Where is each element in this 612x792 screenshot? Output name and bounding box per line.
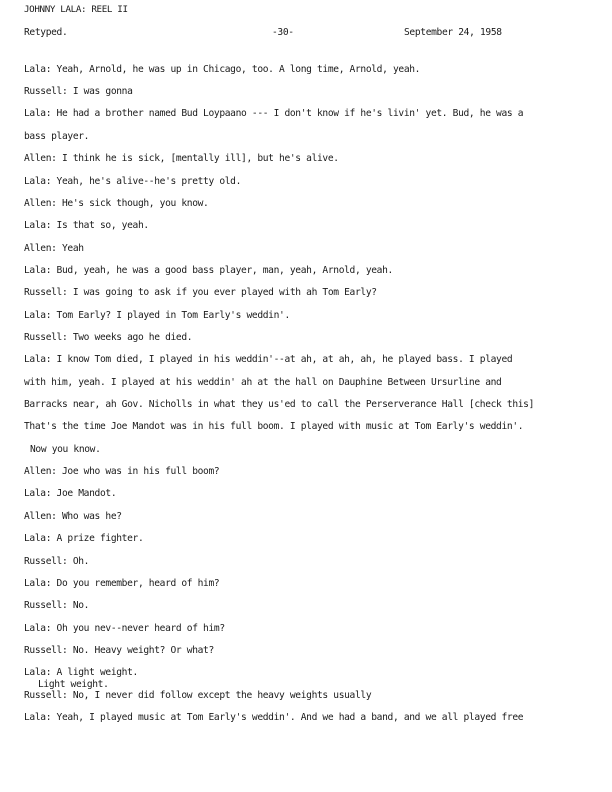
transcript-line: with him, yeah. I played at his weddin' ah at the hall on Dauphine Between Ursurline and (24, 377, 502, 388)
transcript-line: Lala: I know Tom died, I played in his weddin'--at ah, at ah, ah, he played bass. I played (24, 354, 513, 365)
transcript-line: Allen: He's sick though, you know. (24, 198, 209, 209)
transcript-line: Lala: Yeah, Arnold, he was up in Chicago, too. A long time, Arnold, yeah. (24, 64, 421, 75)
transcript-line: Allen: Joe who was in his full boom? (24, 466, 220, 477)
transcript-line: Russell: Two weeks ago he died. (24, 332, 193, 343)
interview-date: September 24, 1958 (404, 27, 502, 38)
transcript-line: Lala: A light weight. (24, 667, 138, 678)
transcript-line: Allen: I think he is sick, [mentally ill], but he's alive. (24, 153, 339, 164)
transcript-line: Russell: I was gonna (24, 86, 133, 97)
transcript-line: Russell: I was going to ask if you ever played with ah Tom Early? (24, 287, 377, 298)
transcript-line: bass player. (24, 131, 90, 142)
transcript-line: Lala: Tom Early? I played in Tom Early's weddin'. (24, 310, 290, 321)
retyped-note: Retyped. (24, 27, 68, 38)
transcript-line: Russell: Oh. (24, 556, 90, 567)
transcript-line: Lala: Bud, yeah, he was a good bass player, man, yeah, Arnold, yeah. (24, 265, 393, 276)
transcript-line: Lala: A prize fighter. (24, 533, 144, 544)
transcript-line: Allen: Yeah (24, 243, 84, 254)
transcript-line: Lala: Oh you nev--never heard of him? (24, 623, 225, 634)
transcript-line: Lala: He had a brother named Bud Loypaano --- I don't know if he's livin' yet. Bud, he was a (24, 108, 524, 119)
transcript-line: Lala: Yeah, he's alive--he's pretty old. (24, 176, 242, 187)
transcript-title: JOHNNY LALA: REEL II (24, 4, 128, 15)
transcript-line: Barracks near, ah Gov. Nicholls in what they us'ed to call the Perserverance Hall [check this] (24, 399, 535, 410)
transcript-line: Light weight. (38, 679, 109, 690)
transcript-line: Now you know. (30, 444, 101, 455)
transcript-line: That's the time Joe Mandot was in his full boom. I played with music at Tom Early's weddin'. (24, 421, 524, 432)
transcript-line: Lala: Do you remember, heard of him? (24, 578, 220, 589)
transcript-line: Russell: No, I never did follow except the heavy weights usually (24, 690, 372, 701)
transcript-line: Russell: No. (24, 600, 90, 611)
transcript-line: Lala: Joe Mandot. (24, 488, 117, 499)
transcript-line: Lala: Yeah, I played music at Tom Early's weddin'. And we had a band, and we all played free (24, 712, 524, 723)
transcript-line: Lala: Is that so, yeah. (24, 220, 149, 231)
page-number: -30- (272, 27, 294, 38)
transcript-line: Allen: Who was he? (24, 511, 122, 522)
transcript-line: Russell: No. Heavy weight? Or what? (24, 645, 214, 656)
